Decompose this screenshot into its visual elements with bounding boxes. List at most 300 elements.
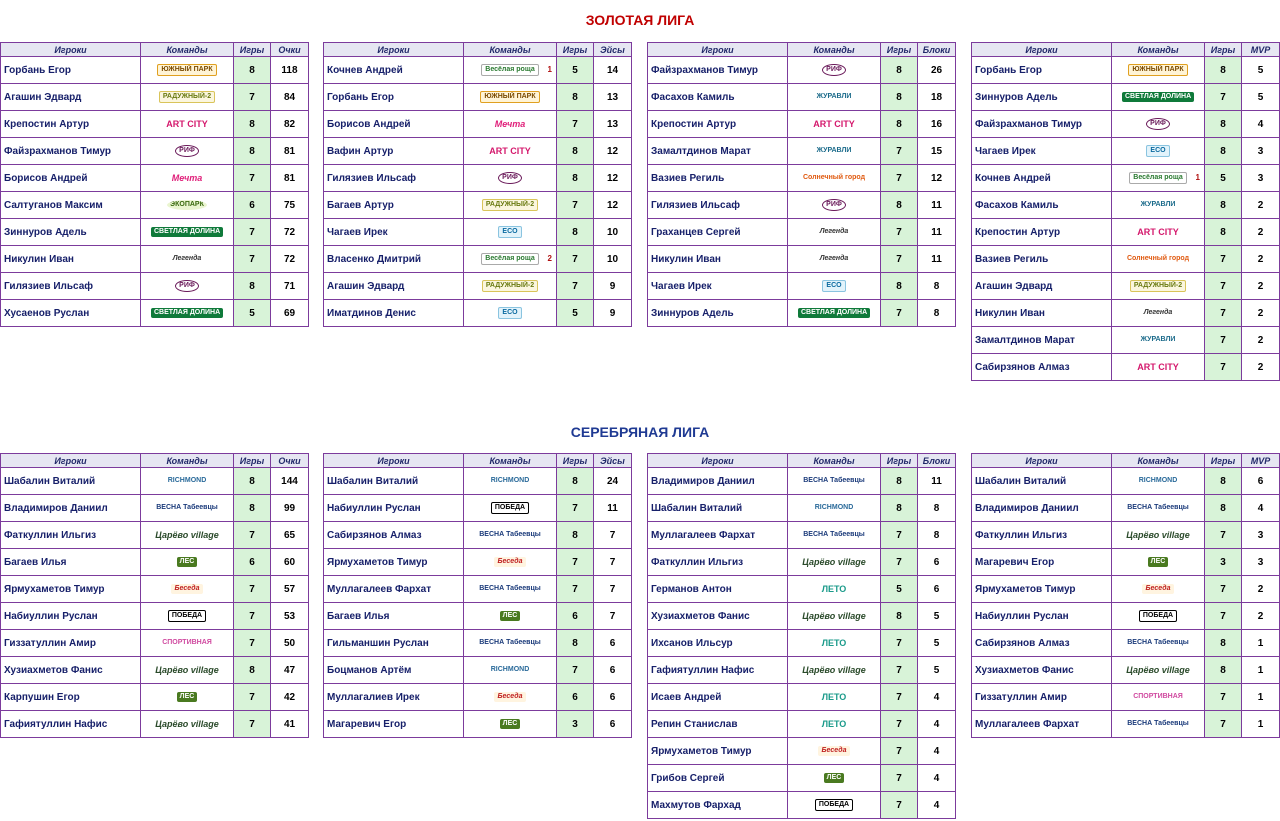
table-row bbox=[1, 111, 309, 138]
stat-value: 42 bbox=[271, 684, 309, 711]
player-name: Шабалин Виталий bbox=[1, 468, 141, 495]
team-cell bbox=[1112, 57, 1205, 84]
games-count: 7 bbox=[881, 219, 918, 246]
table-row bbox=[648, 246, 956, 273]
team-cell bbox=[464, 576, 557, 603]
header-stat: MVP bbox=[1242, 454, 1280, 468]
team-cell bbox=[1112, 630, 1205, 657]
header-row bbox=[1, 454, 309, 468]
team-cell bbox=[788, 522, 881, 549]
player-name: Никулин Иван bbox=[972, 300, 1112, 327]
player-name: Сабирзянов Алмаз bbox=[324, 522, 464, 549]
player-name: Гафиятуллин Нафис bbox=[648, 657, 788, 684]
games-count: 7 bbox=[881, 165, 918, 192]
team-logo: РИФ bbox=[175, 145, 199, 157]
table-row bbox=[1, 630, 309, 657]
team-cell bbox=[1112, 165, 1205, 192]
team-logo: Царёво village bbox=[152, 530, 222, 540]
games-count: 7 bbox=[234, 684, 271, 711]
team-logo: Царёво village bbox=[799, 665, 869, 675]
team-cell bbox=[1112, 549, 1205, 576]
team-cell bbox=[141, 273, 234, 300]
player-name: Крепостин Артур bbox=[972, 219, 1112, 246]
player-name: Чагаев Ирек bbox=[324, 219, 464, 246]
table-row bbox=[972, 495, 1280, 522]
team-mark: 2 bbox=[547, 254, 552, 263]
games-count: 8 bbox=[1205, 657, 1242, 684]
player-name: Вазиев Региль bbox=[972, 246, 1112, 273]
games-count: 7 bbox=[1205, 603, 1242, 630]
table-row bbox=[648, 138, 956, 165]
stat-value: 14 bbox=[594, 57, 632, 84]
stat-value: 5 bbox=[918, 630, 956, 657]
stat-value: 12 bbox=[594, 138, 632, 165]
player-name: Крепостин Артур bbox=[648, 111, 788, 138]
stat-value: 99 bbox=[271, 495, 309, 522]
table-row bbox=[1, 468, 309, 495]
stat-value: 13 bbox=[594, 84, 632, 111]
team-cell bbox=[788, 549, 881, 576]
team-cell bbox=[464, 603, 557, 630]
header-teams: Команды bbox=[1112, 43, 1205, 57]
table-row bbox=[324, 495, 632, 522]
games-count: 8 bbox=[234, 657, 271, 684]
team-logo: Солнечный город bbox=[800, 173, 868, 183]
stat-value: 10 bbox=[594, 246, 632, 273]
stat-value: 4 bbox=[918, 765, 956, 792]
player-name: Магаревич Егор bbox=[972, 549, 1112, 576]
team-logo: Мечта bbox=[169, 173, 206, 183]
team-logo: ЖУРАВЛИ bbox=[814, 146, 855, 156]
stat-value: 2 bbox=[1242, 273, 1280, 300]
stat-value: 5 bbox=[1242, 57, 1280, 84]
stat-value: 9 bbox=[594, 300, 632, 327]
stat-value: 2 bbox=[1242, 327, 1280, 354]
table-row bbox=[648, 765, 956, 792]
stat-value: 11 bbox=[594, 495, 632, 522]
games-count: 7 bbox=[881, 630, 918, 657]
header-teams: Команды bbox=[1112, 454, 1205, 468]
team-logo: Царёво village bbox=[152, 665, 222, 675]
team-logo: РИФ bbox=[822, 199, 846, 211]
stat-value: 26 bbox=[918, 57, 956, 84]
team-logo: ЛЕТО bbox=[819, 584, 850, 594]
team-logo: ART CITY bbox=[163, 119, 211, 129]
games-count: 7 bbox=[234, 522, 271, 549]
team-logo: СВЕТЛАЯ ДОЛИНА bbox=[151, 308, 223, 318]
header-games: Игры bbox=[234, 454, 271, 468]
games-count: 3 bbox=[1205, 549, 1242, 576]
player-name: Чагаев Ирек bbox=[648, 273, 788, 300]
stat-value: 2 bbox=[1242, 219, 1280, 246]
team-cell bbox=[141, 603, 234, 630]
games-count: 7 bbox=[881, 138, 918, 165]
team-cell bbox=[1112, 192, 1205, 219]
games-count: 7 bbox=[234, 165, 271, 192]
player-name: Ярмухаметов Тимур bbox=[1, 576, 141, 603]
stat-value: 7 bbox=[594, 603, 632, 630]
stat-value: 71 bbox=[271, 273, 309, 300]
games-count: 5 bbox=[557, 57, 594, 84]
table-row bbox=[648, 300, 956, 327]
player-name: Боцманов Артём bbox=[324, 657, 464, 684]
team-cell bbox=[1112, 219, 1205, 246]
player-name: Гилязиев Ильсаф bbox=[1, 273, 141, 300]
team-cell bbox=[464, 246, 557, 273]
player-name: Вафин Артур bbox=[324, 138, 464, 165]
table-row bbox=[648, 468, 956, 495]
games-count: 3 bbox=[557, 711, 594, 738]
team-mark: 1 bbox=[1195, 173, 1200, 182]
games-count: 8 bbox=[881, 192, 918, 219]
team-logo: ЮЖНЫЙ ПАРК bbox=[1128, 64, 1187, 76]
team-logo: РАДУЖНЫЙ-2 bbox=[1130, 280, 1186, 292]
team-logo: Солнечный город bbox=[1124, 254, 1192, 264]
team-logo: ВЕСНА Табеевцы bbox=[800, 530, 868, 540]
games-count: 7 bbox=[1205, 84, 1242, 111]
stat-value: 81 bbox=[271, 165, 309, 192]
team-cell bbox=[788, 765, 881, 792]
table-row bbox=[324, 57, 632, 84]
player-name: Файзрахманов Тимур bbox=[1, 138, 141, 165]
team-cell bbox=[464, 192, 557, 219]
gold-points-table bbox=[0, 42, 309, 327]
stat-value: 1 bbox=[1242, 630, 1280, 657]
team-logo: Легенда bbox=[1141, 308, 1176, 318]
team-logo: ЛЕС bbox=[1148, 557, 1169, 567]
table-row bbox=[324, 684, 632, 711]
team-cell bbox=[788, 657, 881, 684]
header-players: Игроки bbox=[324, 454, 464, 468]
player-name: Гафиятуллин Нафис bbox=[1, 711, 141, 738]
header-teams: Команды bbox=[141, 43, 234, 57]
player-name: Власенко Дмитрий bbox=[324, 246, 464, 273]
header-row bbox=[648, 454, 956, 468]
player-name: Кочнев Андрей bbox=[324, 57, 464, 84]
team-logo: ART CITY bbox=[486, 146, 534, 156]
team-cell bbox=[464, 495, 557, 522]
stat-value: 8 bbox=[918, 495, 956, 522]
team-cell bbox=[464, 684, 557, 711]
table-row bbox=[1, 273, 309, 300]
player-name: Муллагалеев Фархат bbox=[324, 576, 464, 603]
team-logo: ЖУРАВЛИ bbox=[1138, 200, 1179, 210]
stat-value: 10 bbox=[594, 219, 632, 246]
games-count: 5 bbox=[557, 300, 594, 327]
table-row bbox=[648, 192, 956, 219]
games-count: 7 bbox=[234, 246, 271, 273]
stat-value: 2 bbox=[1242, 192, 1280, 219]
gold-league-title: ЗОЛОТАЯ ЛИГА bbox=[585, 12, 695, 28]
games-count: 6 bbox=[234, 549, 271, 576]
stat-value: 144 bbox=[271, 468, 309, 495]
stat-value: 4 bbox=[918, 684, 956, 711]
table-row bbox=[972, 273, 1280, 300]
table-row bbox=[324, 138, 632, 165]
table-row bbox=[324, 576, 632, 603]
header-games: Игры bbox=[1205, 454, 1242, 468]
team-cell bbox=[464, 657, 557, 684]
games-count: 7 bbox=[557, 246, 594, 273]
header-players: Игроки bbox=[972, 454, 1112, 468]
player-name: Германов Антон bbox=[648, 576, 788, 603]
stat-value: 82 bbox=[271, 111, 309, 138]
team-cell bbox=[464, 84, 557, 111]
stat-value: 4 bbox=[1242, 111, 1280, 138]
header-players: Игроки bbox=[1, 454, 141, 468]
stat-value: 1 bbox=[1242, 711, 1280, 738]
team-cell bbox=[141, 576, 234, 603]
team-cell bbox=[464, 711, 557, 738]
player-name: Борисов Андрей bbox=[324, 111, 464, 138]
team-logo: ЛЕС bbox=[500, 719, 521, 729]
team-logo: СПОРТИВНАЯ bbox=[159, 638, 215, 648]
team-logo: Беседа bbox=[1142, 584, 1173, 594]
team-cell bbox=[464, 138, 557, 165]
table-row bbox=[324, 300, 632, 327]
header-row bbox=[324, 43, 632, 57]
team-mark: 1 bbox=[547, 65, 552, 74]
table-row bbox=[324, 219, 632, 246]
team-cell bbox=[1112, 522, 1205, 549]
games-count: 7 bbox=[881, 549, 918, 576]
team-cell bbox=[464, 219, 557, 246]
games-count: 7 bbox=[1205, 354, 1242, 381]
stat-value: 118 bbox=[271, 57, 309, 84]
player-name: Шабалин Виталий bbox=[972, 468, 1112, 495]
team-logo: Царёво village bbox=[799, 557, 869, 567]
games-count: 8 bbox=[1205, 219, 1242, 246]
table-row bbox=[648, 549, 956, 576]
stat-value: 5 bbox=[918, 603, 956, 630]
team-logo: РИФ bbox=[498, 172, 522, 184]
header-stat: Эйсы bbox=[594, 43, 632, 57]
games-count: 8 bbox=[881, 84, 918, 111]
stat-value: 5 bbox=[918, 657, 956, 684]
table-row bbox=[324, 246, 632, 273]
table-row bbox=[648, 711, 956, 738]
games-count: 8 bbox=[1205, 192, 1242, 219]
player-name: Зиннуров Адель bbox=[972, 84, 1112, 111]
games-count: 8 bbox=[1205, 138, 1242, 165]
stat-value: 47 bbox=[271, 657, 309, 684]
games-count: 8 bbox=[881, 57, 918, 84]
stat-value: 2 bbox=[1242, 603, 1280, 630]
player-name: Кочнев Андрей bbox=[972, 165, 1112, 192]
games-count: 7 bbox=[557, 273, 594, 300]
stat-value: 4 bbox=[918, 738, 956, 765]
games-count: 8 bbox=[234, 57, 271, 84]
table-row bbox=[1, 165, 309, 192]
player-name: Замалтдинов Марат bbox=[972, 327, 1112, 354]
player-name: Гиззатуллин Амир bbox=[972, 684, 1112, 711]
team-logo: Царёво village bbox=[152, 719, 222, 729]
stat-value: 2 bbox=[1242, 576, 1280, 603]
stat-value: 6 bbox=[918, 576, 956, 603]
table-row bbox=[972, 300, 1280, 327]
team-cell bbox=[1112, 273, 1205, 300]
games-count: 7 bbox=[1205, 711, 1242, 738]
table-row bbox=[648, 738, 956, 765]
games-count: 8 bbox=[1205, 57, 1242, 84]
player-name: Фасахов Камиль bbox=[648, 84, 788, 111]
player-name: Чагаев Ирек bbox=[972, 138, 1112, 165]
team-logo: RICHMOND bbox=[812, 503, 857, 513]
games-count: 7 bbox=[1205, 576, 1242, 603]
team-logo: ВЕСНА Табеевцы bbox=[153, 503, 221, 513]
player-name: Репин Станислав bbox=[648, 711, 788, 738]
team-cell bbox=[141, 111, 234, 138]
team-logo: ПОБЕДА bbox=[168, 610, 206, 622]
gold-mvp-table bbox=[971, 42, 1280, 381]
games-count: 7 bbox=[557, 192, 594, 219]
team-cell bbox=[788, 165, 881, 192]
player-name: Ярмухаметов Тимур bbox=[972, 576, 1112, 603]
stat-value: 4 bbox=[1242, 495, 1280, 522]
stat-value: 4 bbox=[918, 792, 956, 819]
team-logo: ART CITY bbox=[1134, 362, 1182, 372]
team-cell bbox=[141, 192, 234, 219]
team-logo: РИФ bbox=[175, 280, 199, 292]
player-name: Набиуллин Руслан bbox=[972, 603, 1112, 630]
player-name: Фаткуллин Ильгиз bbox=[972, 522, 1112, 549]
team-logo: RICHMOND bbox=[488, 476, 533, 486]
table-row bbox=[1, 246, 309, 273]
player-name: Муллагалиев Ирек bbox=[324, 684, 464, 711]
header-games: Игры bbox=[881, 454, 918, 468]
games-count: 8 bbox=[1205, 111, 1242, 138]
player-name: Горбань Егор bbox=[1, 57, 141, 84]
table-row bbox=[648, 792, 956, 819]
games-count: 8 bbox=[234, 111, 271, 138]
games-count: 5 bbox=[234, 300, 271, 327]
team-cell bbox=[1112, 657, 1205, 684]
player-name: Горбань Егор bbox=[324, 84, 464, 111]
header-players: Игроки bbox=[324, 43, 464, 57]
games-count: 8 bbox=[881, 468, 918, 495]
header-teams: Команды bbox=[141, 454, 234, 468]
games-count: 8 bbox=[881, 495, 918, 522]
player-name: Салтуганов Максим bbox=[1, 192, 141, 219]
games-count: 7 bbox=[1205, 246, 1242, 273]
games-count: 7 bbox=[557, 495, 594, 522]
games-count: 7 bbox=[557, 549, 594, 576]
player-name: Багаев Илья bbox=[1, 549, 141, 576]
games-count: 7 bbox=[881, 738, 918, 765]
stat-value: 9 bbox=[594, 273, 632, 300]
team-logo: ЛЕТО bbox=[819, 719, 850, 729]
header-stat: Очки bbox=[271, 454, 309, 468]
header-players: Игроки bbox=[972, 43, 1112, 57]
team-cell bbox=[141, 711, 234, 738]
player-name: Шабалин Виталий bbox=[648, 495, 788, 522]
team-logo: СВЕТЛАЯ ДОЛИНА bbox=[1122, 92, 1194, 102]
team-logo: ЛЕС bbox=[177, 692, 198, 702]
team-cell bbox=[141, 219, 234, 246]
team-logo: Весёлая роща bbox=[1129, 172, 1186, 184]
table-row bbox=[972, 630, 1280, 657]
games-count: 6 bbox=[557, 684, 594, 711]
team-logo: ВЕСНА Табеевцы bbox=[476, 530, 544, 540]
team-cell bbox=[1112, 495, 1205, 522]
player-name: Горбань Егор bbox=[972, 57, 1112, 84]
team-logo: ЛЕТО bbox=[819, 692, 850, 702]
games-count: 7 bbox=[234, 84, 271, 111]
team-cell bbox=[141, 549, 234, 576]
games-count: 8 bbox=[881, 273, 918, 300]
header-teams: Команды bbox=[788, 454, 881, 468]
table-row bbox=[972, 219, 1280, 246]
header-teams: Команды bbox=[788, 43, 881, 57]
header-stat: Блоки bbox=[918, 43, 956, 57]
team-cell bbox=[788, 219, 881, 246]
team-cell bbox=[1112, 111, 1205, 138]
header-games: Игры bbox=[881, 43, 918, 57]
table-row bbox=[972, 684, 1280, 711]
team-logo: ART CITY bbox=[810, 119, 858, 129]
team-logo: ВЕСНА Табеевцы bbox=[476, 638, 544, 648]
games-count: 8 bbox=[234, 468, 271, 495]
player-name: Хузиахметов Фанис bbox=[648, 603, 788, 630]
team-logo: ECO bbox=[498, 307, 521, 319]
stat-value: 8 bbox=[918, 273, 956, 300]
table-row bbox=[1, 711, 309, 738]
team-logo: ЮЖНЫЙ ПАРК bbox=[480, 91, 539, 103]
player-name: Магаревич Егор bbox=[324, 711, 464, 738]
stat-value: 2 bbox=[1242, 300, 1280, 327]
player-name: Муллагалеев Фархат bbox=[648, 522, 788, 549]
table-row bbox=[972, 711, 1280, 738]
team-logo: ВЕСНА Табеевцы bbox=[800, 476, 868, 486]
team-cell bbox=[141, 657, 234, 684]
player-name: Владимиров Даниил bbox=[972, 495, 1112, 522]
team-logo: ВЕСНА Табеевцы bbox=[1124, 503, 1192, 513]
player-name: Вазиев Региль bbox=[648, 165, 788, 192]
games-count: 8 bbox=[881, 111, 918, 138]
stat-value: 6 bbox=[918, 549, 956, 576]
header-games: Игры bbox=[557, 454, 594, 468]
table-row bbox=[648, 630, 956, 657]
player-name: Сабирзянов Алмаз bbox=[972, 354, 1112, 381]
player-name: Грибов Сергей bbox=[648, 765, 788, 792]
player-name: Набиуллин Руслан bbox=[324, 495, 464, 522]
stat-value: 12 bbox=[594, 165, 632, 192]
table-row bbox=[648, 522, 956, 549]
header-stat: MVP bbox=[1242, 43, 1280, 57]
player-name: Муллагалеев Фархат bbox=[972, 711, 1112, 738]
team-cell bbox=[464, 549, 557, 576]
games-count: 8 bbox=[557, 522, 594, 549]
team-cell bbox=[141, 522, 234, 549]
table-row bbox=[324, 522, 632, 549]
table-row bbox=[1, 57, 309, 84]
player-name: Агашин Эдвард bbox=[324, 273, 464, 300]
team-cell bbox=[1112, 300, 1205, 327]
games-count: 7 bbox=[1205, 327, 1242, 354]
team-logo: Беседа bbox=[818, 746, 849, 756]
silver-mvp-table bbox=[971, 453, 1280, 738]
header-players: Игроки bbox=[1, 43, 141, 57]
table-row bbox=[1, 657, 309, 684]
team-logo: RICHMOND bbox=[165, 476, 210, 486]
team-logo: ART CITY bbox=[1134, 227, 1182, 237]
table-row bbox=[648, 84, 956, 111]
header-row bbox=[972, 43, 1280, 57]
team-logo: СВЕТЛАЯ ДОЛИНА bbox=[798, 308, 870, 318]
player-name: Багаев Илья bbox=[324, 603, 464, 630]
table-row bbox=[972, 522, 1280, 549]
stat-value: 75 bbox=[271, 192, 309, 219]
